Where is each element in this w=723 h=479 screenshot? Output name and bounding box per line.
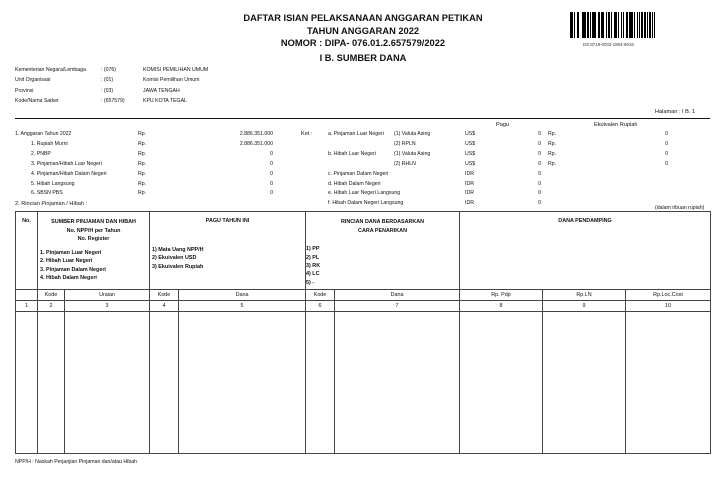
ket-pagu: 0 [538, 131, 541, 137]
anggaran-currency: Rp. [138, 170, 147, 177]
subheader-cell: Kode [38, 290, 65, 301]
pagu-item: 2) Ekuivalen USD [152, 255, 197, 262]
header-pagu [150, 212, 306, 290]
ket-currency: IDR [465, 190, 474, 197]
column-number: 8 [460, 301, 543, 312]
body-cell [179, 312, 306, 454]
section-title: I B. SUMBER DANA [319, 53, 407, 63]
anggaran-value: 0 [270, 170, 273, 177]
doc-title: DAFTAR ISIAN PELAKSANAAN ANGGARAN PETIKAN [243, 13, 483, 23]
ket-ekuivalen: 0 [665, 150, 668, 157]
ket-pagu: 0 [538, 170, 541, 177]
anggaran-value: 0 [270, 180, 273, 187]
rincian-item: 1) PP [306, 246, 320, 253]
rincian-label: 2. Rincian Pinjaman / Hibah : [15, 201, 88, 207]
ket-rp: Rp. [548, 131, 557, 137]
no-spacer [16, 290, 38, 301]
rincian-item: 3) RK [306, 263, 321, 269]
column-number: 5 [179, 301, 306, 312]
ket-ekuivalen: 0 [665, 131, 668, 137]
body-cell [150, 312, 179, 454]
ket-pagu: 0 [538, 160, 541, 167]
identity-value: KOMISI PEMILIHAN UMUM [143, 67, 209, 73]
anggaran-label: 5. Hibah Langsung [31, 180, 75, 187]
ket-sub: (2) RHLN [394, 160, 416, 167]
column-number: 7 [335, 301, 460, 312]
sumber-item: 4. Hibah Dalam Negeri [40, 275, 97, 281]
subheader-cell: Dana [179, 290, 306, 301]
anggaran-value: 0 [270, 160, 273, 167]
identity-value: Komisi Pemilihan Umum [143, 77, 200, 84]
ket-currency: US$ [465, 140, 476, 147]
subheader-cell: Rp.LN [543, 290, 626, 301]
identity-code: : (03) [101, 87, 114, 94]
ket-name: b. Hibah Luar Negeri [328, 150, 376, 157]
column-number: 6 [306, 301, 335, 312]
subheader-row [16, 290, 711, 301]
ket-name: f. Hibah Dalam Negeri Langsung [328, 200, 404, 207]
page-number: Halaman : I B. 1 [655, 109, 696, 115]
identity-value: KPU KOTA TEGAL [143, 97, 187, 104]
ket-name: a. Pinjaman Luar Negeri [328, 131, 384, 137]
subheader-cell: Kode [306, 290, 335, 301]
dipa-number: NOMOR : DIPA- 076.01.2.657579/2022 [280, 38, 446, 48]
column-number: 1 [16, 301, 38, 312]
anggaran-currency: Rp. [138, 180, 147, 187]
footnote: NPP/H : Naskah Perjanjian Pinjaman dan/atau Hibah [15, 459, 137, 465]
header-sumber [38, 212, 150, 290]
rincian-item: 5) - [306, 279, 315, 286]
sumber-title: SUMBER PINJAMAN DAN HIBAH [51, 219, 136, 225]
table-body-row [16, 312, 711, 454]
ket-pagu: 0 [538, 190, 541, 197]
barcode-bar [654, 12, 655, 38]
pagu-item: 3) Ekuivalen Rupiah [152, 263, 204, 270]
sumber-item: 1. Pinjaman Luar Negeri [40, 249, 102, 256]
ket-label: Ket : [301, 131, 313, 137]
ket-sub: (1) Valuta Asing [394, 131, 431, 137]
column-number: 4 [150, 301, 179, 312]
subheader-cell: Rp. Pdp [460, 290, 543, 301]
anggaran-value: 0 [270, 190, 273, 197]
pagu-item: 1) Mata Uang NPP/H [152, 247, 204, 253]
subheader-cell: Rp.Loc.Cost [626, 290, 711, 301]
ket-currency: US$ [465, 131, 476, 137]
ket-ekuivalen: 0 [665, 160, 668, 167]
anggaran-currency: Rp. [138, 160, 147, 167]
divider [15, 118, 710, 119]
identity-label: Provinsi [15, 87, 34, 94]
ket-currency: IDR [465, 170, 474, 177]
pendamping-title: DANA PENDAMPING [558, 218, 612, 224]
ket-currency: IDR [465, 180, 474, 187]
ket-rp: Rp. [548, 140, 557, 147]
identity-value: JAWA TENGAH [143, 87, 180, 94]
ekuivalen-header: Ekuivalen Rupiah [594, 122, 638, 128]
barcode-text: DS:8719-0032-1804-9016 [583, 42, 634, 47]
rincian-item: 2) PL [306, 254, 320, 261]
ket-sub: (2) RPLN [394, 140, 416, 147]
body-cell [65, 312, 150, 454]
identity-code: : (076) [101, 67, 116, 73]
header-pendamping [460, 212, 711, 290]
identity-label: Kementerian Negara/Lembaga [15, 67, 86, 73]
anggaran-value: 2.886.351.000 [239, 140, 273, 147]
pagu-title: PAGU TAHUN INI [205, 218, 250, 224]
ket-pagu: 0 [538, 200, 541, 207]
ket-sub: (1) Valuta Asing [394, 150, 431, 157]
ket-pagu: 0 [538, 180, 541, 187]
body-cell [306, 312, 335, 454]
column-number-row [16, 301, 711, 312]
barcode [570, 12, 655, 38]
anggaran-value: 2.886.351.000 [239, 131, 273, 137]
identity-label: Unit Organisasi [15, 77, 51, 84]
header-rincian [306, 212, 460, 290]
anggaran-currency: Rp. [138, 131, 147, 137]
ket-name: d. Hibah Dalam Negeri [328, 180, 381, 187]
anggaran-currency: Rp. [138, 190, 147, 197]
sumber-register: No. Register [77, 236, 110, 243]
anggaran-currency: Rp. [138, 140, 147, 147]
body-cell [335, 312, 460, 454]
sumber-item: 2. Hibah Luar Negeri [40, 258, 93, 265]
ket-rp: Rp. [548, 160, 557, 167]
ket-ekuivalen: 0 [665, 140, 668, 147]
anggaran-label: 1. Rupiah Murni [31, 140, 68, 147]
column-number: 9 [543, 301, 626, 312]
anggaran-label: 6. SBSN PBS [31, 190, 63, 197]
identity-label: Kode/Nama Satker [15, 97, 59, 104]
pagu-header: Pagu [496, 122, 510, 128]
ket-currency: IDR [465, 200, 474, 207]
identity-code: : (657579) [101, 97, 125, 104]
subheader-cell: Kode [150, 290, 179, 301]
ket-pagu: 0 [538, 150, 541, 157]
ket-name: e. Hibah Luar Negeri Langsung [328, 190, 401, 197]
ket-name: c. Pinjaman Dalam Negeri [328, 170, 389, 177]
anggaran-label: 3. Pinjaman/Hibah Luar Negeri [31, 160, 102, 167]
anggaran-value: 0 [270, 150, 273, 157]
ket-currency: US$ [465, 150, 476, 157]
body-cell [626, 312, 711, 454]
anggaran-currency: Rp. [138, 150, 147, 157]
sumber-dana-table [15, 211, 711, 454]
subheader-cell: Uraian [65, 290, 150, 301]
anggaran-label: 1. Anggaran Tahun 2022 [15, 131, 72, 137]
ket-currency: US$ [465, 160, 476, 167]
column-number: 10 [626, 301, 711, 312]
body-cell [543, 312, 626, 454]
column-number: 2 [38, 301, 65, 312]
column-number: 3 [65, 301, 150, 312]
anggaran-label: 4. Pinjaman/Hibah Dalam Negeri [31, 170, 107, 177]
subheader-cell: Dana [335, 290, 460, 301]
identity-code: : (01) [101, 77, 114, 84]
body-cell [38, 312, 65, 454]
anggaran-label: 2. PNBP [31, 150, 51, 157]
rincian-item: 4) LC [306, 271, 320, 278]
body-cell [16, 312, 38, 454]
ket-pagu: 0 [538, 140, 541, 147]
unit-note: (dalam ribuan rupiah) [655, 205, 705, 211]
body-cell [460, 312, 543, 454]
rincian-subtitle: CARA PENARIKAN [358, 227, 407, 234]
header-no: No. [16, 212, 38, 290]
sumber-item: 3. Pinjaman Dalam Negeri [40, 266, 106, 273]
fiscal-year: TAHUN ANGGARAN 2022 [306, 26, 420, 36]
ket-rp: Rp. [548, 150, 557, 157]
sumber-npp: No. NPP/H per Tahun [66, 227, 121, 234]
rincian-title: RINCIAN DANA BERDASARKAN [340, 219, 425, 225]
